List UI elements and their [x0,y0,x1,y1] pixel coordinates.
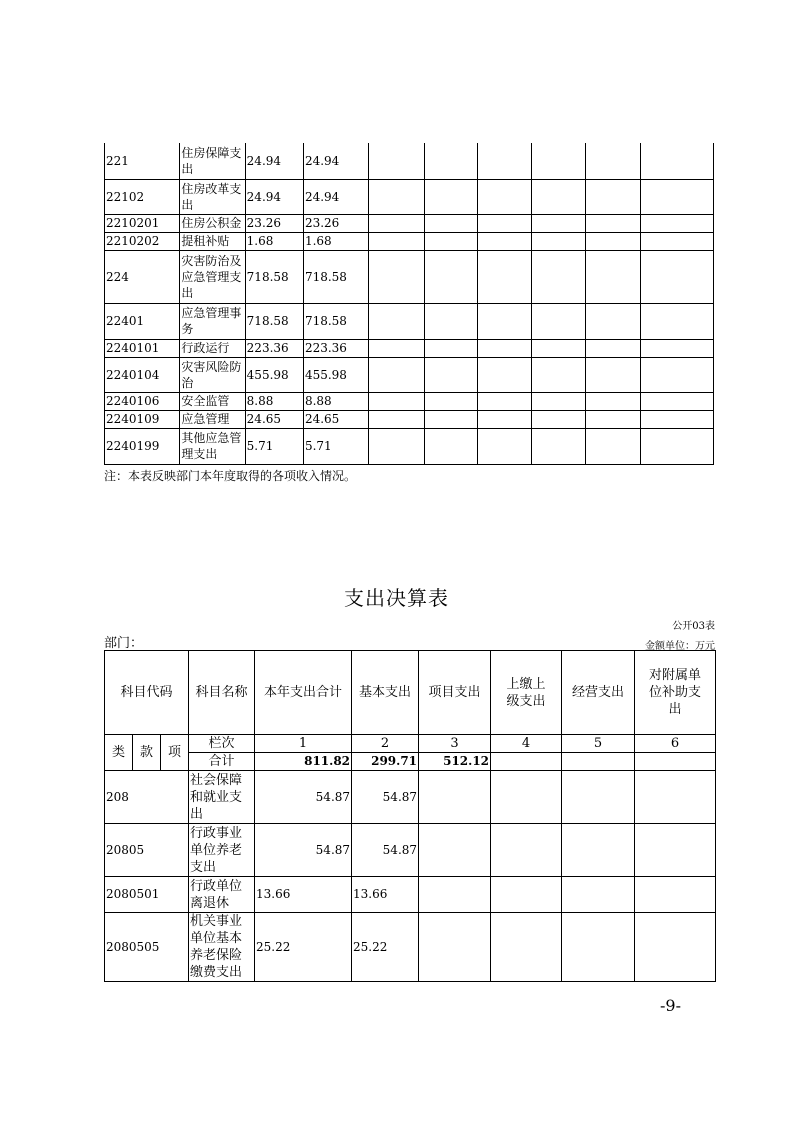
amount-cell: 1.68 [303,232,368,250]
table-row [105,250,714,303]
subject-name: 应急管理事务 [180,303,245,339]
subject-code: 208 [105,771,189,824]
col-index-2: 2 [352,735,419,753]
subject-code: 2240109 [105,410,180,428]
total-amount: 54.87 [255,771,352,824]
col-header-total: 本年支出合计 [255,651,352,735]
col-index-3: 3 [419,735,491,753]
header-row [105,651,716,735]
amount-cell: 24.65 [303,410,368,428]
project-amount: 512.12 [419,753,491,771]
subject-code: 2080501 [105,877,189,913]
page-title: 支出决算表 [344,586,449,610]
amount-cell: 24.94 [303,179,368,214]
total-amount: 25.22 [255,913,352,982]
table-row [105,179,714,214]
column-index-row [105,735,716,753]
subject-name: 安全监管 [180,392,245,410]
header-kuan: 款 [133,735,161,771]
subject-name: 行政单位离退休 [189,877,255,913]
col-header-project: 项目支出 [419,651,491,735]
subject-code: 2240199 [105,428,180,464]
amount-cell: 1.68 [245,232,303,250]
header-lei: 类 [105,735,133,771]
table-row [105,771,716,824]
basic-amount: 299.71 [352,753,419,771]
amount-cell: 718.58 [303,250,368,303]
amount-cell: 718.58 [245,303,303,339]
table-row [105,143,714,179]
table-row [105,410,714,428]
amount-cell: 23.26 [245,214,303,232]
subject-name: 灾害风险防治 [180,357,245,392]
amount-cell: 8.88 [245,392,303,410]
col-index-1: 1 [255,735,352,753]
subject-name: 行政运行 [180,339,245,357]
basic-amount: 54.87 [352,771,419,824]
subject-code: 2240104 [105,357,180,392]
basic-amount: 25.22 [352,913,419,982]
col-index-4: 4 [491,735,562,753]
subject-code: 2240101 [105,339,180,357]
subject-code: 221 [105,143,180,179]
subject-code: 20805 [105,824,189,877]
subject-code: 22102 [105,179,180,214]
table-row [105,232,714,250]
amount-cell: 5.71 [303,428,368,464]
col-index-6: 6 [635,735,716,753]
subject-code: 2240106 [105,392,180,410]
amount-unit-label: 金额单位：万元 [645,641,715,652]
public-table-number: 公开03表 [672,621,715,632]
table-row [105,913,716,982]
subject-name: 住房改革支出 [180,179,245,214]
amount-cell: 455.98 [303,357,368,392]
col-header-business: 经营支出 [562,651,635,735]
amount-cell: 223.36 [303,339,368,357]
table-row [105,339,714,357]
basic-amount: 13.66 [352,877,419,913]
subject-name: 行政事业单位养老支出 [189,824,255,877]
amount-cell: 5.71 [245,428,303,464]
total-amount: 811.82 [255,753,352,771]
col-header-name: 科目名称 [189,651,255,735]
amount-cell: 718.58 [245,250,303,303]
table-row [105,877,716,913]
table-row [105,428,714,464]
page-number: -9- [660,996,681,1015]
department-label: 部门： [104,636,144,651]
table-row [105,357,714,392]
amount-cell: 223.36 [245,339,303,357]
income-table [104,143,714,465]
amount-cell: 8.88 [303,392,368,410]
amount-cell: 718.58 [303,303,368,339]
col-header-upper: 上缴上级支出 [491,651,562,735]
subject-name: 提租补贴 [180,232,245,250]
amount-cell: 24.94 [303,143,368,179]
subject-code: 224 [105,250,180,303]
table-row [105,392,714,410]
table-row [105,303,714,339]
col-index-5: 5 [562,735,635,753]
subject-name: 机关事业单位基本养老保险缴费支出 [189,913,255,982]
total-amount: 54.87 [255,824,352,877]
table-row [105,824,716,877]
subject-code: 2210202 [105,232,180,250]
subject-code: 2080505 [105,913,189,982]
col-header-basic: 基本支出 [352,651,419,735]
totals-row [105,753,716,771]
total-amount: 13.66 [255,877,352,913]
table-note: 注：本表反映部门本年度取得的各项收入情况。 [104,469,357,483]
col-header-subsidy: 对附属单位补助支出 [635,651,716,735]
amount-cell: 24.94 [245,179,303,214]
header-xiang: 项 [161,735,189,771]
basic-amount: 54.87 [352,824,419,877]
amount-cell: 23.26 [303,214,368,232]
table-row [105,214,714,232]
expense-table [104,650,716,982]
subject-name: 其他应急管理支出 [180,428,245,464]
subject-name: 住房保障支出 [180,143,245,179]
subject-code: 2210201 [105,214,180,232]
col-header-code: 科目代码 [105,651,189,735]
subject-name: 应急管理 [180,410,245,428]
subject-name: 住房公积金 [180,214,245,232]
header-lanci: 栏次 [189,735,255,753]
subject-code: 22401 [105,303,180,339]
amount-cell: 24.65 [245,410,303,428]
subject-name: 灾害防治及应急管理支出 [180,250,245,303]
amount-cell: 455.98 [245,357,303,392]
amount-cell: 24.94 [245,143,303,179]
total-label: 合计 [189,753,255,771]
subject-name: 社会保障和就业支出 [189,771,255,824]
